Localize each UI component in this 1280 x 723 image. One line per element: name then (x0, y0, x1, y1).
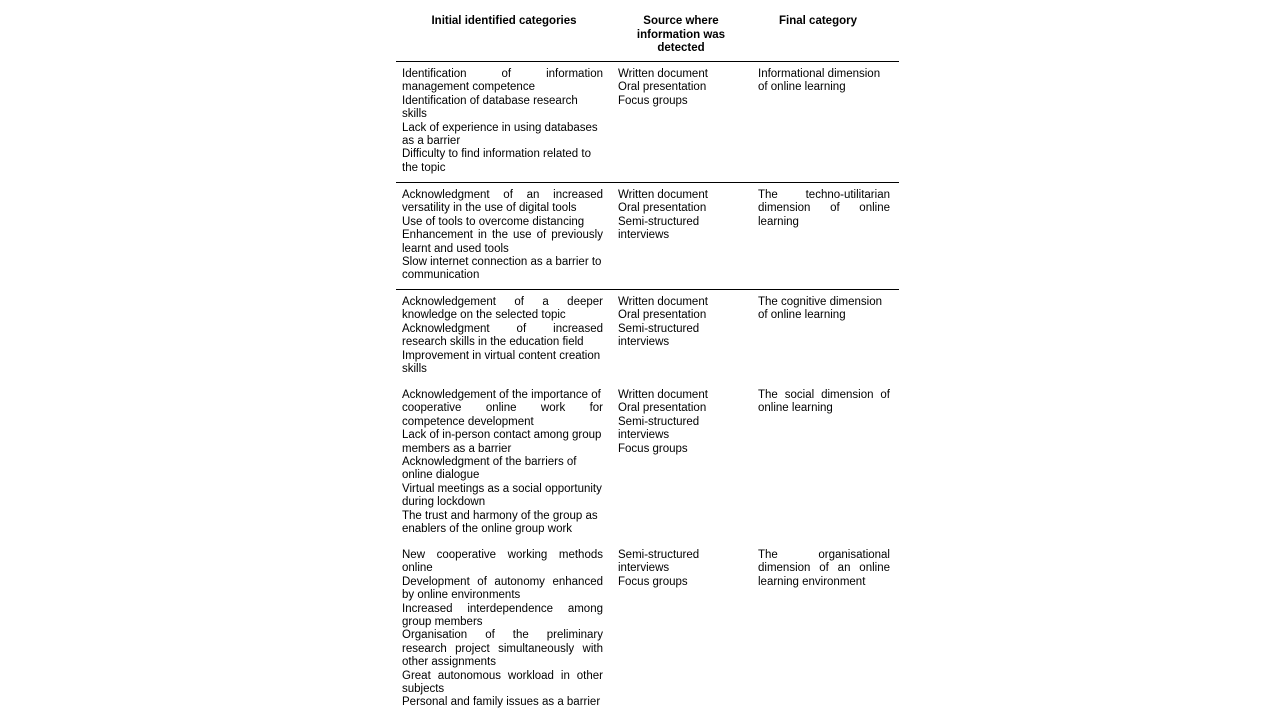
initial-categories-cell (402, 389, 603, 536)
final-category-text-line: dimension of online (758, 202, 890, 215)
source-text-line: Written document (618, 68, 708, 80)
final-category-cell (758, 296, 890, 323)
category-text-line: Acknowledgement of a deeper (402, 296, 603, 308)
header-source-line: information was (636, 28, 726, 41)
category-text-line: Lack of in-person contact among group (402, 429, 602, 442)
source-text-line: interviews (618, 429, 670, 442)
source-text-line: Focus groups (618, 442, 688, 455)
category-text-line: subjects (402, 683, 445, 696)
final-category-text-line: The social dimension of (758, 389, 890, 401)
final-category-text-line: Informational dimension (758, 68, 881, 80)
initial-categories-cell (402, 68, 603, 175)
table-row (396, 183, 899, 290)
final-category-cell (758, 389, 890, 416)
source-text-line: Written document (618, 189, 708, 201)
source-text-line: Focus groups (618, 575, 688, 588)
header-source (618, 15, 744, 56)
final-category-text-line: of online learning (758, 309, 846, 322)
source-cell (618, 68, 744, 108)
source-text-line: Oral presentation (618, 81, 707, 94)
category-text-line: research skills in the education field (402, 336, 584, 349)
category-text-line: cooperative online work for (402, 402, 603, 415)
category-text-line: the topic (402, 161, 446, 174)
category-text-line: Use of tools to overcome distancing (402, 215, 585, 228)
category-text-line: Great autonomous workload in other (402, 669, 603, 682)
category-text-line: skills (402, 108, 427, 121)
source-text-line: interviews (618, 229, 670, 242)
source-text-line: Written document (618, 296, 708, 308)
category-text-line: Personal and family issues as a barrier (402, 696, 601, 709)
final-category-text-line: dimension of an online (758, 562, 890, 575)
final-category-text-line: learning environment (758, 575, 866, 588)
source-text-line: Semi-structured (618, 215, 700, 228)
initial-categories-cell (402, 189, 603, 283)
categories-table (396, 0, 899, 723)
category-text-line: Acknowledgment of an increased (402, 189, 603, 201)
source-text-line: interviews (618, 336, 670, 349)
table-row (396, 543, 899, 723)
category-text-line: research project simultaneously with (402, 642, 603, 655)
category-text-line: online (402, 562, 433, 575)
category-text-line: by online environments (402, 589, 521, 602)
table-row (396, 383, 899, 543)
final-category-text-line: The cognitive dimension (758, 296, 883, 308)
category-text-line: New cooperative working methods (402, 549, 603, 561)
category-text-line: as a barrier (402, 135, 461, 148)
final-category-text-line: online learning (758, 402, 833, 415)
category-text-line: learnt and used tools (402, 242, 509, 255)
final-category-text-line: learning (758, 215, 799, 228)
category-text-line: Organisation of the preliminary (402, 629, 603, 642)
source-cell (618, 549, 744, 589)
category-text-line: Development of autonomy enhanced (402, 575, 603, 588)
source-text-line: interviews (618, 562, 670, 575)
category-text-line: Acknowledgment of increased (402, 322, 603, 335)
final-category-cell (758, 189, 890, 229)
category-text-line: Acknowledgement of the importance of (402, 389, 601, 401)
final-category-text-line: The techno-utilitarian (758, 189, 890, 201)
initial-categories-cell (402, 296, 603, 376)
category-text-line: Difficulty to find information related to (402, 148, 591, 161)
table-row (396, 62, 899, 183)
category-text-line: Identification of database research (402, 94, 578, 107)
source-cell (618, 189, 744, 243)
header-source-line: Source where (643, 15, 719, 27)
category-text-line: The trust and harmony of the group as (402, 509, 598, 522)
category-text-line: communication (402, 269, 480, 282)
header-source-line: detected (657, 42, 705, 54)
category-text-line: Identification of information (402, 68, 603, 80)
category-text-line: during lockdown (402, 496, 486, 509)
source-text-line: Oral presentation (618, 402, 707, 415)
category-text-line: knowledge on the selected topic (402, 309, 566, 322)
category-text-line: Slow internet connection as a barrier to (402, 256, 602, 269)
category-text-line: skills (402, 363, 427, 376)
table-header (396, 0, 899, 62)
category-text-line: Acknowledgment of the barriers of (402, 456, 577, 469)
header-final-category: Final category (779, 15, 857, 27)
category-text-line: Increased interdependence among (402, 602, 603, 615)
category-text-line: management competence (402, 81, 535, 94)
category-text-line: Enhancement in the use of previously (402, 229, 603, 242)
category-text-line: group members (402, 616, 483, 629)
category-text-line: Virtual meetings as a social opportunity (402, 482, 602, 495)
category-text-line: enablers of the online group work (402, 523, 573, 536)
source-text-line: Semi-structured (618, 549, 700, 561)
source-cell (618, 296, 744, 350)
category-text-line: competence development (402, 415, 534, 428)
final-category-text-line: The organisational (758, 549, 890, 561)
initial-categories-cell (402, 549, 603, 710)
source-text-line: Written document (618, 389, 708, 401)
category-text-line: Lack of experience in using databases (402, 121, 598, 134)
source-text-line: Semi-structured (618, 322, 700, 335)
source-text-line: Oral presentation (618, 309, 707, 322)
category-text-line: other assignments (402, 656, 496, 669)
table-body (396, 62, 899, 723)
final-category-cell (758, 68, 890, 95)
category-text-line: members as a barrier (402, 442, 512, 455)
category-text-line: versatility in the use of digital tools (402, 202, 577, 215)
final-category-text-line: of online learning (758, 81, 846, 94)
table-row (396, 290, 899, 383)
source-text-line: Focus groups (618, 94, 688, 107)
category-text-line: Improvement in virtual content creation (402, 349, 601, 362)
source-text-line: Semi-structured (618, 415, 700, 428)
source-cell (618, 389, 744, 456)
header-initial-categories: Initial identified categories (431, 15, 577, 27)
category-text-line: online dialogue (402, 469, 480, 482)
source-text-line: Oral presentation (618, 202, 707, 215)
final-category-cell (758, 549, 890, 589)
